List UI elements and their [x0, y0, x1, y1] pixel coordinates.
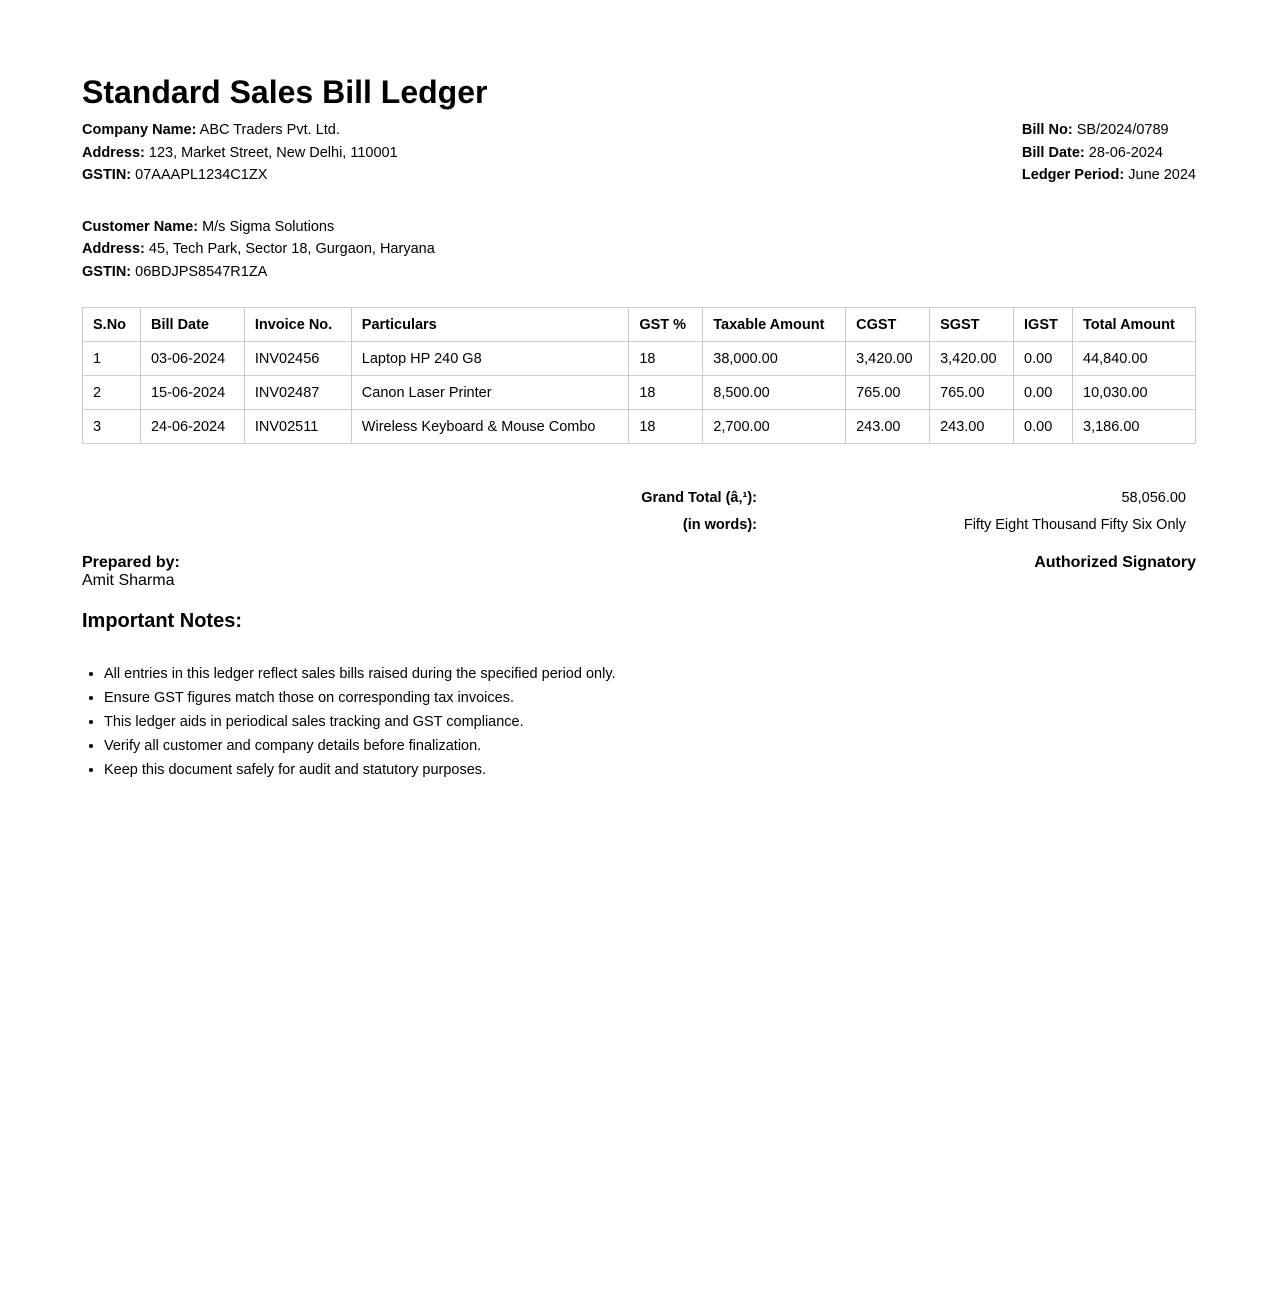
table-cell: 10,030.00 — [1073, 376, 1196, 410]
ledger-document — [82, 70, 1196, 778]
table-cell: 03-06-2024 — [140, 342, 244, 376]
list-item: • Verify all customer and company details before finalization. — [104, 734, 616, 758]
column-header: Total Amount — [1073, 308, 1196, 342]
list-item: • Ensure GST figures match those on corresponding tax invoices. — [104, 686, 616, 710]
notes-list — [82, 662, 616, 782]
column-header: GST % — [629, 308, 703, 342]
column-header: SGST — [930, 308, 1014, 342]
table-cell: 8,500.00 — [703, 376, 846, 410]
company-gstin: 07AAAPL1234C1ZX — [135, 167, 268, 183]
table-header-row — [83, 308, 1196, 342]
grand-total-row — [82, 490, 1196, 517]
grand-total-label: Grand Total (â‚¹): — [641, 490, 757, 506]
column-header: Particulars — [351, 308, 629, 342]
customer-name-label: Customer Name: — [82, 218, 199, 235]
company-address-label: Address: — [82, 144, 145, 161]
table-row — [83, 410, 1196, 444]
ledger-period-line — [1022, 164, 1196, 187]
ledger-period-label: Ledger Period: — [1021, 167, 1125, 183]
bill-no: SB/2024/0789 — [1076, 122, 1169, 138]
table-cell: 1 — [83, 342, 141, 376]
company-name: ABC Traders Pvt. Ltd. — [199, 122, 340, 138]
table-cell: INV02456 — [244, 342, 351, 376]
customer-address-label: Address: — [82, 241, 145, 257]
company-gstin-line — [82, 164, 398, 187]
table-cell: INV02511 — [244, 410, 351, 444]
table-cell: 44,840.00 — [1073, 342, 1196, 376]
company-name-label: Company Name: — [82, 122, 197, 138]
prepared-by-block — [82, 554, 180, 590]
signature-section — [82, 554, 1196, 590]
customer-address-line — [82, 238, 1196, 261]
authorized-signatory: Authorized Signatory — [1034, 554, 1196, 571]
grand-total-value: 58,056.00 — [1121, 490, 1186, 506]
table-cell: Wireless Keyboard & Mouse Combo — [351, 410, 629, 444]
totals-section — [82, 490, 1196, 544]
list-item: • All entries in this ledger reflect sales bills raised during the specified period only. — [104, 662, 616, 686]
page-title: Standard Sales Bill Ledger — [82, 74, 488, 110]
company-name-line — [82, 119, 398, 142]
bill-details — [1022, 119, 1196, 187]
customer-details — [82, 216, 1196, 284]
table-cell: 765.00 — [846, 376, 930, 410]
table-cell: 3,186.00 — [1073, 410, 1196, 444]
bill-date-label: Bill Date: — [1021, 144, 1085, 161]
column-header: S.No — [83, 308, 141, 342]
bill-date-line — [1022, 142, 1196, 165]
column-header: Taxable Amount — [703, 308, 846, 342]
company-address: 123, Market Street, New Delhi, 110001 — [148, 144, 398, 161]
table-cell: 3,420.00 — [930, 342, 1014, 376]
amount-in-words-label: (in words): — [682, 517, 757, 533]
amount-in-words-row — [82, 517, 1196, 544]
column-header: IGST — [1014, 308, 1073, 342]
ledger-period: June 2024 — [1128, 167, 1196, 183]
table-cell: 2,700.00 — [703, 410, 846, 444]
list-item: • Keep this document safely for audit and statutory purposes. — [104, 758, 616, 782]
prepared-by-name: Amit Sharma — [82, 572, 175, 589]
column-header: CGST — [846, 308, 930, 342]
table-cell: 0.00 — [1014, 376, 1073, 410]
header-info — [82, 119, 1196, 187]
table-cell: Canon Laser Printer — [351, 376, 629, 410]
prepared-by-label: Prepared by: — [82, 554, 180, 571]
bill-date: 28-06-2024 — [1088, 144, 1163, 161]
customer-name: M/s Sigma Solutions — [202, 218, 335, 235]
notes-title: Important Notes: — [82, 610, 242, 632]
table-cell: INV02487 — [244, 376, 351, 410]
company-gstin-label: GSTIN: — [82, 167, 132, 183]
table-cell: 18 — [629, 342, 703, 376]
table-cell: 3,420.00 — [846, 342, 930, 376]
table-cell: 18 — [629, 376, 703, 410]
column-header: Bill Date — [140, 308, 244, 342]
company-details — [82, 119, 398, 187]
customer-name-line — [82, 216, 1196, 239]
table-row — [83, 342, 1196, 376]
customer-gstin: 06BDJPS8547R1ZA — [135, 263, 268, 280]
table-cell: 38,000.00 — [703, 342, 846, 376]
table-cell: 18 — [629, 410, 703, 444]
table-cell: 765.00 — [930, 376, 1014, 410]
customer-address: 45, Tech Park, Sector 18, Gurgaon, Haryana — [148, 241, 435, 257]
ledger-table — [82, 307, 1196, 444]
table-cell: 2 — [83, 376, 141, 410]
list-item: • This ledger aids in periodical sales tracking and GST compliance. — [104, 710, 616, 734]
table-cell: Laptop HP 240 G8 — [351, 342, 629, 376]
bill-no-line — [1022, 119, 1196, 142]
customer-gstin-line — [82, 261, 1196, 284]
table-cell: 243.00 — [930, 410, 1014, 444]
customer-gstin-label: GSTIN: — [82, 263, 132, 280]
table-cell: 0.00 — [1014, 342, 1073, 376]
table-cell: 0.00 — [1014, 410, 1073, 444]
table-cell: 24-06-2024 — [140, 410, 244, 444]
column-header: Invoice No. — [244, 308, 351, 342]
table-row — [83, 376, 1196, 410]
table-cell: 243.00 — [846, 410, 930, 444]
table-cell: 15-06-2024 — [140, 376, 244, 410]
company-address-line — [82, 142, 398, 165]
amount-in-words-value: Fifty Eight Thousand Fifty Six Only — [963, 517, 1186, 533]
table-cell: 3 — [83, 410, 141, 444]
bill-no-label: Bill No: — [1021, 122, 1073, 138]
